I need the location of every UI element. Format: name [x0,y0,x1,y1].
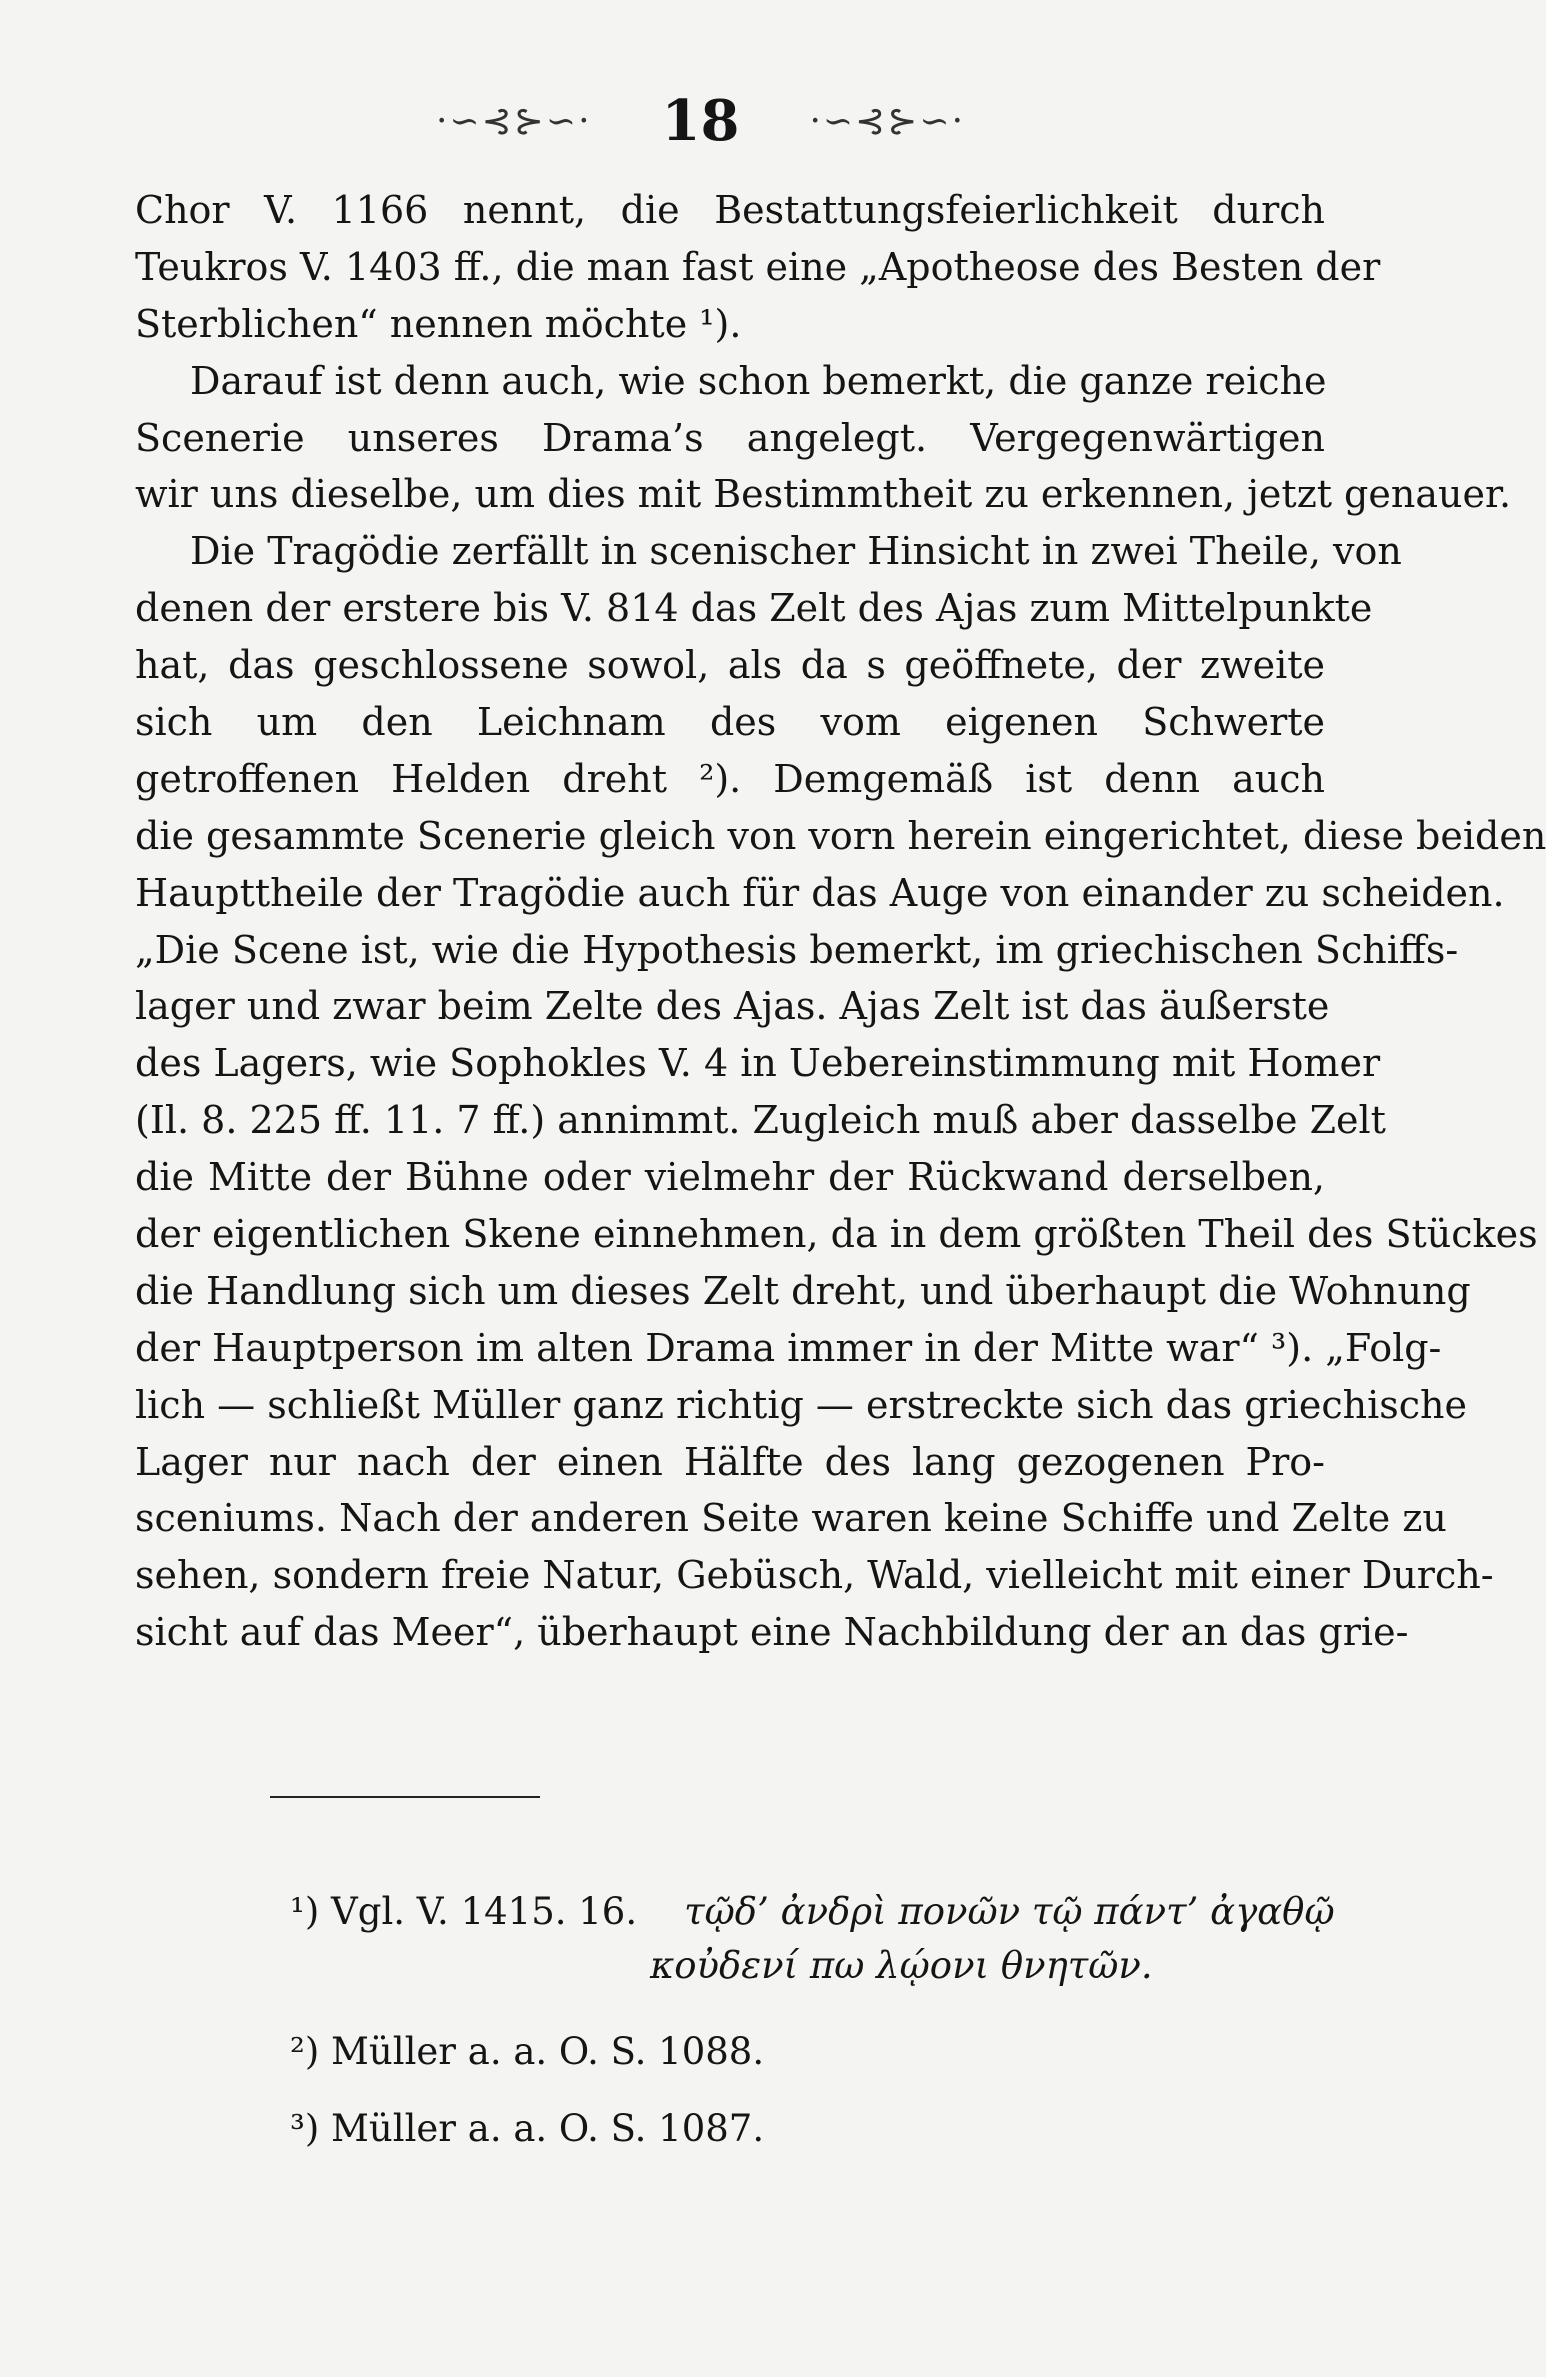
footnote-3: ³) Müller a. a. O. S. 1087. [290,2107,765,2150]
text-line: Teukros V. 1403 ff., die man fast eine „Apotheose des Besten der [135,244,1381,289]
ornament-left: ·∽⊰⊱∽· [435,100,592,142]
text-line: Scenerie unseres Drama’s angelegt. Vergegenwärtigen [135,415,1325,460]
body-text [135,182,1546,1661]
text-line: die gesammte Scenerie gleich von vorn herein eingerichtet, diese beiden [135,813,1546,858]
footnote-1-greek-line-2: κοὐδενί πω λῴονι θνητῶν. [650,1944,1153,1987]
text-line: lich — schließt Müller ganz richtig — erstreckte sich das griechische [135,1382,1468,1427]
text-line: Lager nur nach der einen Hälfte des lang gezogenen Pro- [135,1439,1325,1484]
text-line: der Hauptperson im alten Drama immer in der Mitte war“ ³). „Folg- [135,1325,1442,1370]
text-line: Sterblichen“ nennen möchte ¹). [135,301,742,346]
text-line: lager und zwar beim Zelte des Ajas. Ajas Zelt ist das äußerste [135,984,1330,1029]
text-line: sehen, sondern freie Natur, Gebüsch, Wald, vielleicht mit einer Durch- [135,1553,1494,1598]
text-line: Die Tragödie zerfällt in scenischer Hinsicht in zwei Theile, von [190,529,1402,574]
text-line: denen der erstere bis V. 814 das Zelt des Ajas zum Mittelpunkte [135,586,1373,631]
footnote-1-reference: Vgl. V. 1415. 16. [331,1890,638,1933]
text-line: des Lagers, wie Sophokles V. 4 in Uebereinstimmung mit Homer [135,1041,1381,1086]
text-line: sich um den Leichnam des vom eigenen Schwerte [135,700,1325,745]
text-line: Chor V. 1166 nennt, die Bestattungsfeierlichkeit durch [135,188,1325,232]
footnote-1 [290,1890,1335,1933]
text-line: hat, das geschlossene sowol, als da s geöffnete, der zweite [135,643,1325,688]
text-line: (Il. 8. 225 ff. 11. 7 ff.) annimmt. Zugleich muß aber dasselbe Zelt [135,1098,1386,1143]
ornament-right: ·∽⊰⊱∽· [809,100,966,142]
text-line: Haupttheile der Tragödie auch für das Auge von einander zu scheiden. [135,870,1505,915]
text-line: Darauf ist denn auch, wie schon bemerkt, die ganze reiche [190,358,1327,403]
footnote-1-marker: ¹) [290,1890,320,1933]
page-number: 18 [661,88,740,154]
page-header [0,88,1401,154]
footnote-1-greek-line-1: τῷδ’ ἀνδρὶ πονῶν τῷ πάντ’ ἀγαθῷ [684,1890,1335,1933]
footnote-2: ²) Müller a. a. O. S. 1088. [290,2030,765,2073]
footnote-divider [270,1796,540,1798]
footnote-1-continuation [650,1944,1153,1987]
text-line: sceniums. Nach der anderen Seite waren keine Schiffe und Zelte zu [135,1496,1447,1541]
text-line: die Handlung sich um dieses Zelt dreht, und überhaupt die Wohnung [135,1268,1471,1313]
text-line: wir uns dieselbe, um dies mit Bestimmtheit zu erkennen, jetzt genauer. [135,472,1512,517]
text-line: getroffenen Helden dreht ²). Demgemäß ist denn auch [135,756,1325,801]
text-line: „Die Scene ist, wie die Hypothesis bemerkt, im griechischen Schiffs- [135,927,1459,972]
text-line: sicht auf das Meer“, überhaupt eine Nachbildung der an das grie- [135,1610,1409,1655]
text-line: der eigentlichen Skene einnehmen, da in dem größten Theil des Stückes [135,1212,1538,1257]
text-line: die Mitte der Bühne oder vielmehr der Rückwand derselben, [135,1155,1325,1200]
